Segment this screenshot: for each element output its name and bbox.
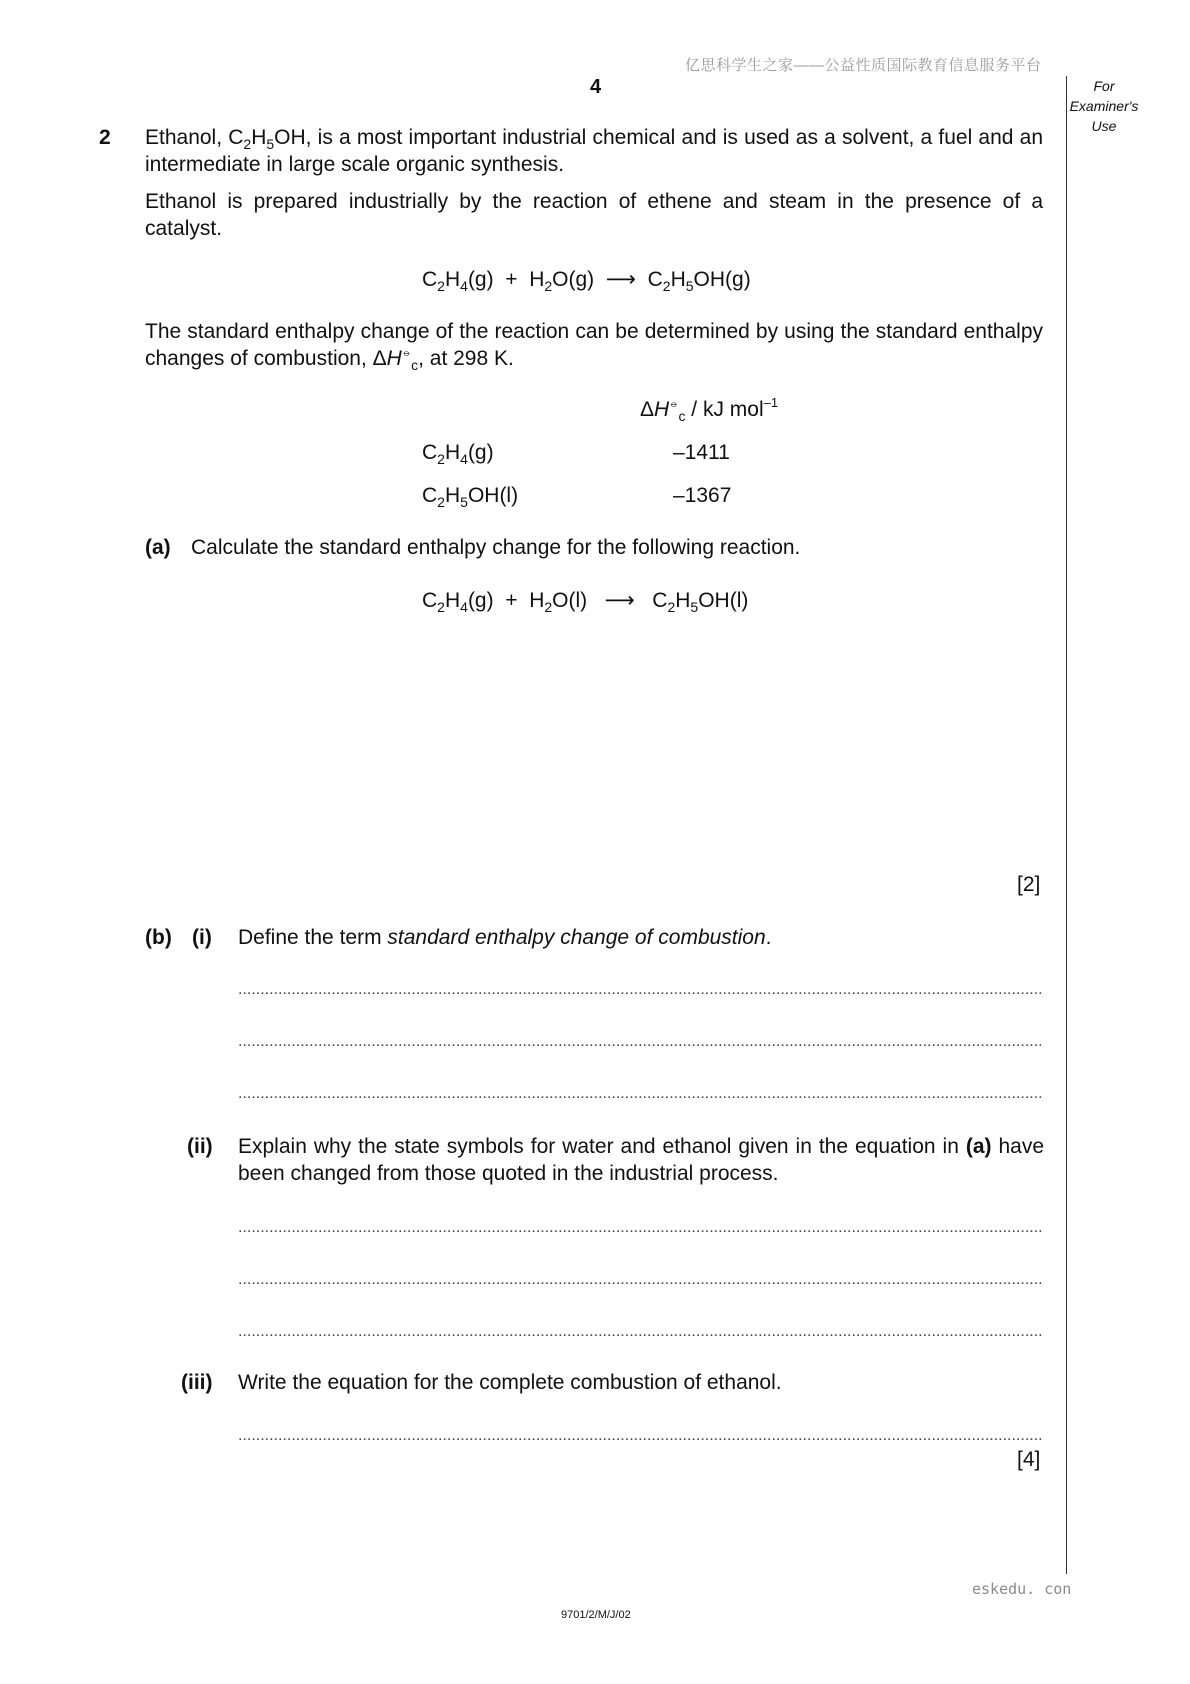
table-row-substance-ethene: $C_2H_4(g)$	[422, 441, 494, 467]
examiner-label-line-2: Examiner's	[1069, 98, 1139, 114]
part-b-label: (b)	[145, 926, 172, 949]
part-b-i-label: (i)	[192, 926, 212, 949]
table-row-substance-ethanol: $C_2H_5OH(l)$	[422, 484, 519, 510]
marks-part-b: [4]	[1017, 1448, 1041, 1471]
intro-paragraph-3: The standard enthalpy change of the reaction can be determined by using the standard enthalpy changes of combustion, $\Delta H^⦵_c$, at 298 K.	[145, 320, 1043, 373]
table-row-value-ethanol: –1367	[673, 484, 732, 507]
part-b-ii-label: (ii)	[187, 1135, 213, 1158]
part-a-label: (a)	[145, 536, 171, 559]
answer-space-part-a[interactable]	[238, 630, 1044, 860]
equation-part-a: $C_2H_4(g) + H_2O(l)$ ⟶ $C_2H_5OH(l)$	[422, 589, 749, 615]
table-row-value-ethene: –1411	[673, 441, 730, 464]
page-number: 4	[590, 76, 602, 98]
intro-paragraph-1: Ethanol, $C_2H_5OH$, is a most important industrial chemical and is used as a solvent, a fuel and an intermediate in large scale organic synthesis.	[145, 126, 1043, 176]
answer-line[interactable]	[238, 980, 1044, 1000]
part-b-ii-text: Explain why the state symbols for water and ethanol given in the equation in (a) have been changed from those quoted in the industrial process.	[238, 1135, 1044, 1185]
question-number: 2	[99, 126, 111, 149]
footer-paper-code: 9701/2/M/J/02	[561, 1609, 631, 1621]
answer-line[interactable]	[238, 1084, 1044, 1104]
answer-line[interactable]	[238, 1270, 1044, 1290]
part-b-iii-label: (iii)	[181, 1371, 213, 1394]
part-a-text: Calculate the standard enthalpy change for the following reaction.	[191, 536, 801, 559]
watermark-top: 亿思科学生之家——公益性质国际教育信息服务平台	[685, 57, 1042, 74]
examiner-label-line-3: Use	[1091, 118, 1117, 134]
answer-line[interactable]	[238, 1218, 1044, 1238]
part-b-iii-text: Write the equation for the complete combustion of ethanol.	[238, 1371, 782, 1394]
answer-line[interactable]	[238, 1322, 1044, 1342]
examiner-margin-label	[1062, 76, 1146, 136]
examiner-label-line-1: For	[1093, 78, 1115, 94]
intro-paragraph-2: Ethanol is prepared industrially by the reaction of ethene and steam in the presence of a catalyst.	[145, 190, 1043, 240]
table-header: $\Delta H^⦵_c$ / kJ mol$^{-1}$	[640, 395, 779, 424]
equation-industrial: $C_2H_4(g) + H_2O(g)$ ⟶ $C_2H_5OH(g)$	[422, 268, 751, 294]
examiner-margin-line	[1066, 76, 1067, 1574]
watermark-bottom: eskedu. con	[972, 1580, 1072, 1598]
part-b-i-text: Define the term standard enthalpy change of combustion.	[238, 926, 772, 949]
marks-part-a: [2]	[1017, 873, 1041, 896]
answer-line[interactable]	[238, 1032, 1044, 1052]
answer-line[interactable]	[238, 1426, 1044, 1446]
